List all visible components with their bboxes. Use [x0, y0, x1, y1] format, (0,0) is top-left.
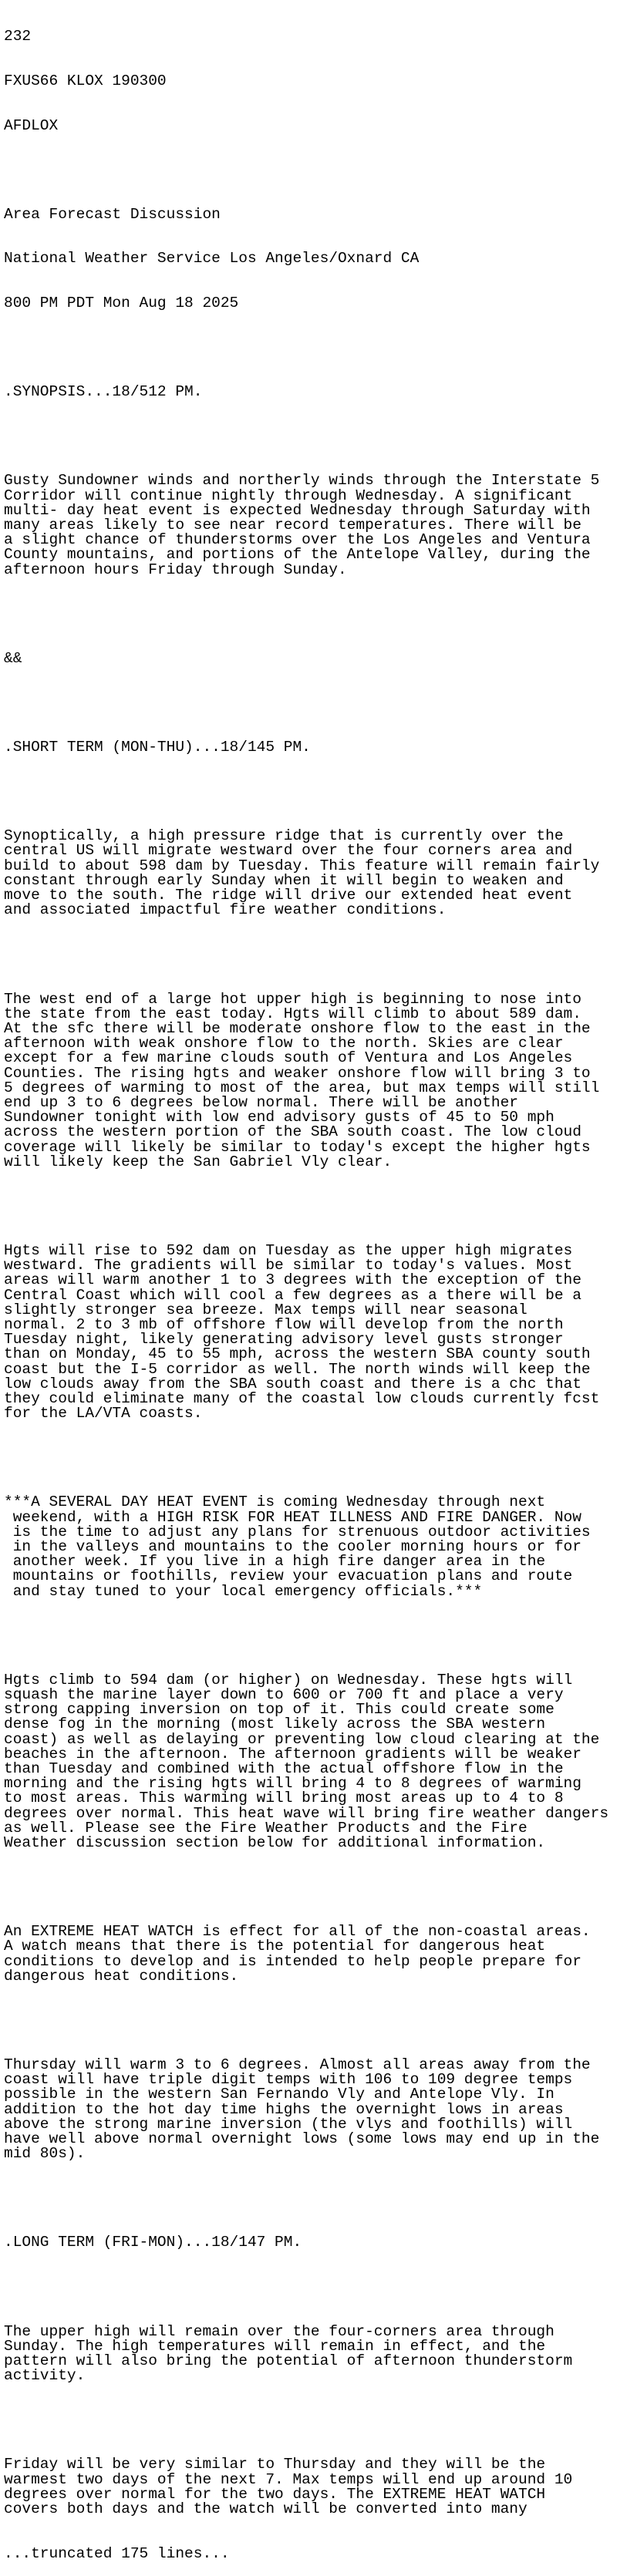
short-term-heading: .SHORT TERM (MON-THU)...18/145 PM.: [4, 739, 311, 756]
text-line: coast) as well as delaying or preventing low cloud clearing at the: [4, 1730, 600, 1748]
text-line: have well above normal overnight lows (some lows may end up in the: [4, 2130, 600, 2148]
text-line: An EXTREME HEAT WATCH is effect for all of the non-coastal areas.: [4, 1923, 591, 1941]
text-line: A watch means that there is the potential for dangerous heat: [4, 1938, 546, 1955]
short-term-paragraph-7: [4, 2058, 627, 2161]
text-line: Central Coast which will cool a few degrees as a there will be a: [4, 1286, 581, 1304]
text-line: in the valleys and mountains to the cooler morning hours or for: [4, 1537, 581, 1555]
text-line: Weather discussion section below for additional information.: [4, 1834, 546, 1852]
text-line: central US will migrate westward over the four corners area and: [4, 842, 573, 860]
text-line: move to the south. The ridge will drive our extended heat event: [4, 887, 573, 904]
text-line: dense fog in the morning (most likely across the SBA western: [4, 1716, 546, 1733]
text-line: and stay tuned to your local emergency officials.***: [4, 1582, 483, 1600]
issue-time: 800 PM PDT Mon Aug 18 2025: [4, 295, 239, 312]
text-line: At the sfc there will be moderate onshore flow to the east in the: [4, 1019, 591, 1037]
wmo-header: FXUS66 KLOX 190300: [4, 72, 167, 90]
text-line: multi- day heat event is expected Wednesday through Saturday with: [4, 501, 591, 519]
text-line: Sundowner tonight with low end advisory gusts of 45 to 50 mph: [4, 1109, 555, 1126]
long-term-paragraph-2: [4, 2457, 627, 2517]
text-line: than Tuesday and combined with the actual offshore flow in the: [4, 1760, 564, 1778]
text-line: the state from the east today. Hgts will climb to about 589 dam.: [4, 1005, 581, 1022]
text-line: they could eliminate many of the coastal low clouds currently fcst: [4, 1389, 600, 1407]
text-line: conditions to develop and is intended to help people prepare for: [4, 1952, 581, 1970]
text-line: coast will have triple digit temps with 106 to 109 degree temps: [4, 2071, 573, 2089]
text-line: low clouds away from the SBA south coast and there is a chc that: [4, 1375, 581, 1392]
text-line: coast but the I-5 corridor as well. The north winds will keep the: [4, 1360, 591, 1378]
text-line: squash the marine layer down to 600 or 700 ft and place a very: [4, 1686, 564, 1703]
text-line: ***A SEVERAL DAY HEAT EVENT is coming Wednesday through next: [4, 1493, 546, 1511]
text-line: covers both days and the watch will be converted into many: [4, 2500, 528, 2518]
short-term-paragraph-2: [4, 992, 627, 1170]
text-line: morning and the rising hgts will bring 4 to 8 degrees of warming: [4, 1775, 581, 1793]
text-line: a slight chance of thunderstorms over the Los Angeles and Ventura: [4, 531, 591, 549]
product-id: 232: [4, 28, 32, 45]
text-line: County mountains, and portions of the Antelope Valley, during the: [4, 546, 591, 564]
heat-event-alert-paragraph: [4, 1495, 627, 1598]
text-line: and associated impactful fire weather conditions.: [4, 901, 447, 919]
product-pil: AFDLOX: [4, 116, 59, 134]
text-line: beaches in the afternoon. The afternoon gradients will be weaker: [4, 1745, 581, 1763]
text-line: The upper high will remain over the four-corners area through: [4, 2322, 555, 2340]
text-line: degrees over normal. This heat wave will bring fire weather dangers: [4, 1804, 609, 1822]
text-line: many areas likely to see near record temperatures. There will be: [4, 517, 581, 534]
text-line: pattern will also bring the potential of afternoon thunderstorm: [4, 2352, 573, 2370]
short-term-paragraph-3: [4, 1241, 627, 1423]
text-line: end up 3 to 6 degrees below normal. There will be another: [4, 1093, 519, 1111]
short-term-paragraph-5: [4, 1673, 627, 1850]
text-line: activity.: [4, 2367, 86, 2385]
text-line: slightly stronger sea breeze. Max temps will near seasonal: [4, 1301, 528, 1318]
text-line: Gusty Sundowner winds and northerly winds through the Interstate 5: [4, 472, 600, 490]
text-line: Tuesday night, likely generating advisory level gusts stronger: [4, 1331, 564, 1349]
text-line: to most areas. This warming will bring most areas up to 4 to 8: [4, 1790, 564, 1807]
synopsis-paragraph: [4, 473, 627, 577]
text-line: build to about 598 dam by Tuesday. This feature will remain fairly: [4, 857, 600, 874]
text-line: across the western portion of the SBA south coast. The low cloud: [4, 1123, 581, 1141]
text-line: 5 degrees of warming to most of the area, but max temps will still: [4, 1079, 600, 1096]
text-line: warmest two days of the next 7. Max temps will end up around 10: [4, 2470, 573, 2488]
text-line: than on Monday, 45 to 55 mph, across the western SBA county south: [4, 1345, 591, 1363]
text-line: strong capping inversion on top of it. This could create some: [4, 1701, 555, 1719]
text-line: areas will warm another 1 to 3 degrees with the exception of the: [4, 1271, 581, 1289]
text-line: possible in the western San Fernando Vly and Antelope Vly. In: [4, 2086, 555, 2103]
text-line: Synoptically, a high pressure ridge that is currently over the: [4, 827, 564, 845]
truncation-notice: ...truncated 175 lines...: [4, 2544, 230, 2562]
text-line: Hgts climb to 594 dam (or higher) on Wednesday. These hgts will: [4, 1671, 573, 1689]
text-line: westward. The gradients will be similar to today's values. Most: [4, 1257, 573, 1275]
long-term-heading: .LONG TERM (FRI-MON)...18/147 PM.: [4, 2234, 302, 2251]
text-line: Friday will be very similar to Thursday and they will be the: [4, 2456, 546, 2473]
text-line: except for a few marine clouds south of Ventura and Los Angeles: [4, 1049, 573, 1067]
text-line: Counties. The rising hgts and weaker onshore flow will bring 3 to: [4, 1064, 591, 1082]
text-line: The west end of a large hot upper high is beginning to nose into: [4, 990, 581, 1008]
text-line: addition to the hot day time highs the overnight lows in areas: [4, 2100, 564, 2118]
text-line: will likely keep the San Gabriel Vly clear.: [4, 1153, 393, 1170]
long-term-paragraph-1: [4, 2322, 627, 2385]
text-line: Thursday will warm 3 to 6 degrees. Almost all areas away from the: [4, 2056, 591, 2074]
text-line: constant through early Sunday when it will begin to weaken and: [4, 871, 564, 889]
document-title: Area Forecast Discussion: [4, 205, 221, 223]
text-line: weekend, with a HIGH RISK FOR HEAT ILLNESS AND FIRE DANGER. Now: [4, 1508, 581, 1526]
text-line: for the LA/VTA coasts.: [4, 1405, 203, 1423]
text-line: above the strong marine inversion (the vlys and foothills) will: [4, 2115, 573, 2133]
text-line: mid 80s).: [4, 2145, 86, 2163]
extreme-heat-watch-paragraph: [4, 1924, 627, 1984]
text-line: normal. 2 to 3 mb of offshore flow will develop from the north: [4, 1315, 564, 1333]
synopsis-heading: .SYNOPSIS...18/512 PM.: [4, 383, 203, 401]
issuing-office: National Weather Service Los Angeles/Oxnard CA: [4, 250, 420, 268]
text-line: afternoon hours Friday through Sunday.: [4, 561, 347, 578]
text-line: afternoon with weak onshore flow to the north. Skies are clear: [4, 1035, 564, 1052]
text-line: Sunday. The high temperatures will remain in effect, and the: [4, 2337, 546, 2355]
text-line: Corridor will continue nightly through Wednesday. A significant: [4, 487, 573, 504]
text-line: dangerous heat conditions.: [4, 1967, 239, 1985]
text-line: Hgts will rise to 592 dam on Tuesday as the upper high migrates: [4, 1241, 573, 1259]
text-line: mountains or foothills, review your evacuation plans and route: [4, 1567, 573, 1585]
text-line: as well. Please see the Fire Weather Products and the Fire: [4, 1819, 528, 1837]
section-separator: &&: [4, 649, 22, 667]
text-line: another week. If you live in a high fire danger area in the: [4, 1553, 546, 1571]
text-line: is the time to adjust any plans for strenuous outdoor activities: [4, 1523, 591, 1541]
text-line: coverage will likely be similar to today's except the higher hgts: [4, 1138, 591, 1156]
short-term-paragraph-1: [4, 829, 627, 918]
text-line: degrees over normal for the two days. The EXTREME HEAT WATCH: [4, 2485, 546, 2503]
